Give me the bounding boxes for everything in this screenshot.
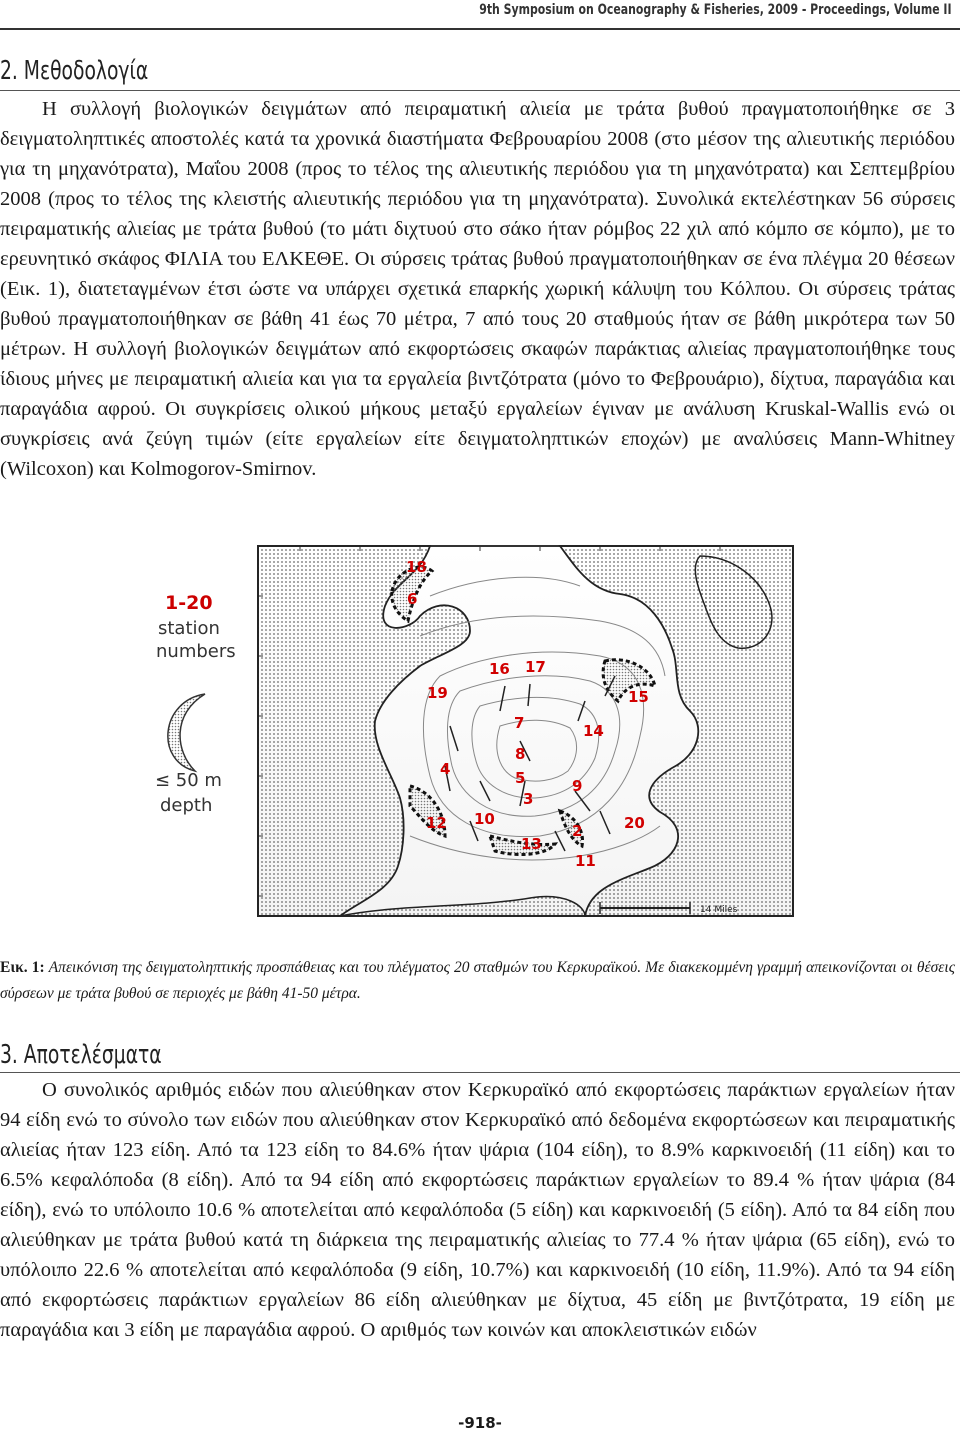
station-label: 7 <box>514 714 525 732</box>
station-map <box>0 536 960 930</box>
station-label: 11 <box>575 852 596 870</box>
station-label: 2 <box>572 822 583 840</box>
legend-depth-value: ≤ 50 m <box>155 770 222 791</box>
station-label: 12 <box>426 814 447 832</box>
station-label: 16 <box>489 660 510 678</box>
station-label: 14 <box>583 722 604 740</box>
station-label: 13 <box>521 835 542 853</box>
legend-station-range: 1-20 <box>165 592 213 614</box>
results-paragraph: Ο συνολικός αριθμός ειδών που αλιεύθηκαν στον Κερκυραϊκό από εκφορτώσεις παράκτιων εργαλείων ήταν 94 είδη ενώ το σύνολο των ειδών που αλιεύθηκαν στον Κερκυραϊκό από δεδομένα εκφορτώσεων και πειραματικής αλιείας ήταν 123 είδη. Από τα 123 είδη το 84.6% ήταν ψάρια (104 είδη), το 8.9% καρκινοειδή (11 είδη) και το 6.5% κεφαλόποδα (8 είδη). Από τα 94 είδη από εκφορτώσεις παράκτιων εργαλείων το 89.4 % ήταν ψάρια (84 είδη), ενώ το υπόλοιπο 10.6 % αποτελείται από κεφαλόποδα (5 είδη) και καρκινοειδή (5 είδη). Από τα 84 είδη που αλιεύθηκαν με τράτα βυθού κατά τη διάρκεια της πειραματικής αλιείας το 77.4 % ήταν ψάρια (65 είδη), ενώ το υπόλοιπο 22.6 % αποτελείται από κεφαλόποδα (9 είδη, 10.7%) και καρκινοειδή (10 είδη, 11.9%). Από τα 94 είδη από εκφορτώσεις παράκτιων εργαλείων 86 είδη αλιεύθηκαν με δίχτυα, 45 είδη με βιντζότρατα, 19 είδη με παραγάδια και 3 είδη με παραγάδια αφρού. Ο αριθμός των κοινών και αποκλειστικών ειδών <box>0 1079 955 1341</box>
journal-title: 9th Symposium on Oceanography & Fisheries, 2009 - Proceedings, Volume II <box>479 2 952 18</box>
caption-label: Εικ. 1: <box>0 959 45 976</box>
station-label: 10 <box>474 810 495 828</box>
legend-depth-label: depth <box>160 795 213 816</box>
station-label: 3 <box>523 790 534 808</box>
station-label: 15 <box>628 688 649 706</box>
station-label: 5 <box>515 769 526 787</box>
scale-label: 14 Miles <box>700 905 738 915</box>
results-rule <box>0 1072 960 1073</box>
caption-text: Απεικόνιση της δειγματοληπτικής προσπάθειας και του πλέγματος 20 σταθμών του Κερκυραϊκού. Με διακεκομμένη γραμμή απεικονίζονται οι θέσεις σύρσεων με τράτα βυθού σε περιοχές με βάθη 41-50 μέτρα. <box>0 959 956 1002</box>
legend-numbers-label: numbers <box>156 641 236 662</box>
header-rule <box>0 28 960 30</box>
map-area <box>258 546 793 916</box>
station-label: 8 <box>515 745 526 763</box>
methodology-rule <box>0 90 960 91</box>
station-label: 18 <box>406 558 427 576</box>
results-heading: 3. Αποτελέσματα <box>0 1040 162 1070</box>
station-label: 17 <box>525 658 546 676</box>
legend-station-label: station <box>158 618 220 639</box>
station-label: 9 <box>572 777 583 795</box>
running-header <box>0 0 960 30</box>
station-label: 20 <box>624 814 645 832</box>
station-map-figure <box>0 536 960 930</box>
station-label: 19 <box>427 684 448 702</box>
figure-caption <box>0 955 955 1007</box>
page-number: -918- <box>458 1414 502 1432</box>
methodology-paragraph: Η συλλογή βιολογικών δειγμάτων από πειραματική αλιεία με τράτα βυθού πραγματοποιήθηκε σε 3 δειγματοληπτικές αποστολές κατά τα χρονικά διαστήματα Φεβρουαρίου 2008 (στο μέσον της αλιευτικής περιόδου για τη μηχανότρατα), Μαΐου 2008 (προς το τέλος της αλιευτικής περιόδου για τη μηχανότρατα) και Σεπτεμβρίου 2008 (προς το τέλος της κλειστής αλιευτικής περιόδου για τη μηχανότρατα). Συνολικά εκτελέστηκαν 56 σύρσεις πειραματικής αλιείας με τράτα βυθού (το μάτι διχτυού στο σάκο ήταν ρόμβος 22 χιλ από κόμπο σε κόμπο), με το ερευνητικό σκάφος ΦΙΛΙΑ του ΕΛΚΕΘΕ. Οι σύρσεις τράτας βυθού πραγματοποιήθηκαν σε ένα πλέγμα 20 θέσεων (Εικ. 1), διατεταγμένων έτσι ώστε να υπάρχει σχετικά επαρκής χωρική κάλυψη του Κόλπου. Οι σύρσεις τράτας βυθού πραγματοποιήθηκαν σε βάθη 41 έως 70 μέτρα, 7 από τους 20 σταθμούς ήταν σε βάθη μικρότερα των 50 μέτρων. Η συλλογή βιολογικών δειγμάτων από εκφορτώσεις σκαφών παράκτιας αλιείας πραγματοποιήθηκε τους ίδιους μήνες με πειραματική αλιεία και για τα εργαλεία βιντζότρατα (μόνο το Φεβρουάριο), δίχτυα, παραγάδια και παραγάδια αφρού. Οι συγκρίσεις ολικού μήκους μεταξύ εργαλείων έγιναν με ανάλυση Kruskal-Wallis ενώ οι συγκρίσεις ανά ζεύγη τιμών (είτε εργαλείων είτε δειγματοληπτικών εποχών) με αναλύσεις Mann-Whitney (Wilcoxon) και Kolmogorov-Smirnov. <box>0 98 955 480</box>
station-label: 6 <box>407 590 418 608</box>
station-label: 4 <box>440 760 451 778</box>
methodology-heading: 2. Μεθοδολογία <box>0 56 149 86</box>
map-legend <box>155 592 236 816</box>
shallow-depth-symbol <box>168 694 205 771</box>
